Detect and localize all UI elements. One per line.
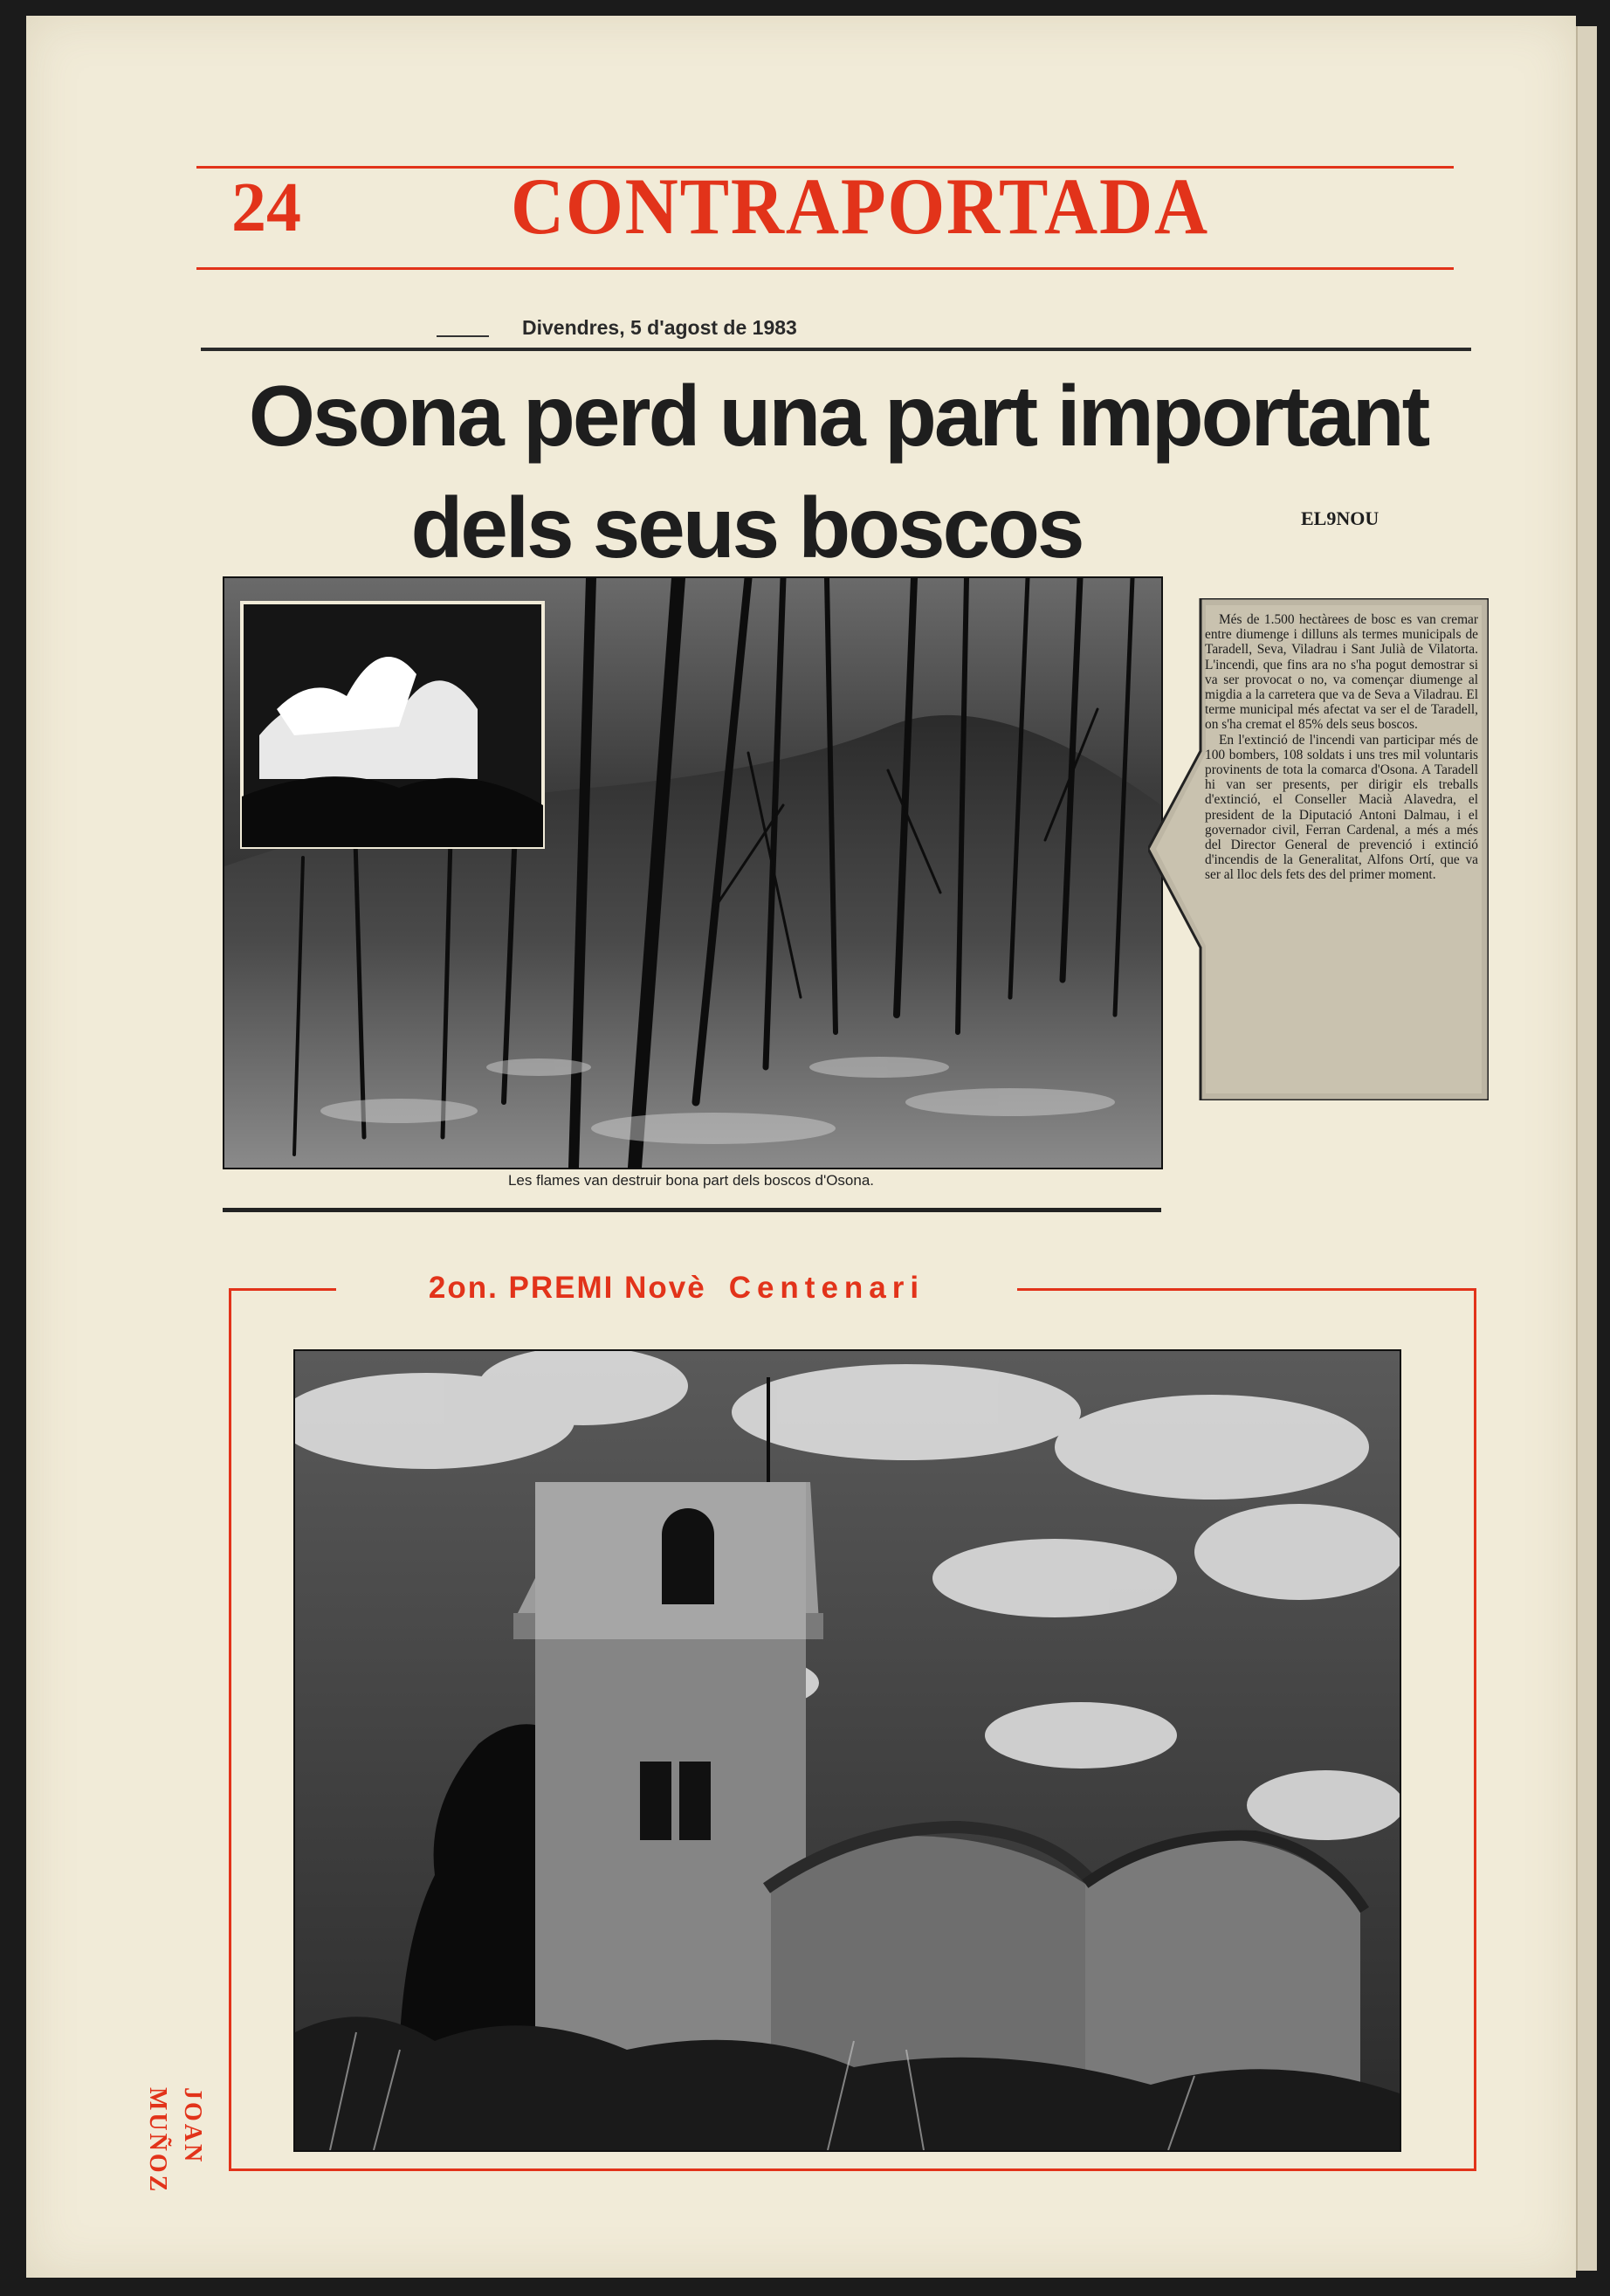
church-photo <box>293 1349 1401 2152</box>
burnt-forest-photo <box>223 576 1163 1169</box>
page-number: 24 <box>231 169 301 246</box>
article-bottom-rule <box>223 1208 1161 1212</box>
article-paragraph-1: Més de 1.500 hectàrees de bosc es van cremar entre diumenge i dilluns als termes municipals de Taradell, Seva, Viladrau i Sant Julià de Vilatorta. L'incendi, que fins ara no s'ha pogut demostrar si va ser provocat o no, va començar diumenge al migdia a la carretera que va de Seva a Viladrau. El terme municipal més afectat va ser el de Taradell, on s'ha cremat el 85% dels seus boscos. <box>1205 612 1478 733</box>
section-title: CONTRAPORTADA <box>511 162 1209 251</box>
masthead-bottom-rule <box>196 267 1454 270</box>
headline-line-2: dels seus boscos <box>410 479 1083 576</box>
el9nou-logo-text: EL9NOU <box>1301 507 1380 529</box>
photo-author: JOAN MUÑOZ <box>144 2087 206 2195</box>
prize-title-main: 2on. PREMI Novè <box>428 1271 706 1305</box>
prize-title-centenari: Centenari <box>728 1271 925 1305</box>
photo-caption: Les flames van destruir bona part dels boscos d'Osona. <box>507 1172 875 1189</box>
church-image <box>295 1351 1400 2150</box>
date-stub-rule <box>437 335 489 337</box>
headline-line-1: Osona perd una part important <box>248 368 1428 464</box>
el9nou-logo <box>1301 507 1441 530</box>
burnt-forest-image <box>224 578 1161 1168</box>
date-rule <box>201 348 1471 351</box>
prize-title <box>336 1266 1017 1310</box>
article-text-box <box>1148 598 1489 1100</box>
article-body <box>1205 612 1478 883</box>
issue-date: Divendres, 5 d'agost de 1983 <box>522 316 797 339</box>
article-paragraph-2: En l'extinció de l'incendi van participar més de 100 bombers, 108 soldats i uns tres mil voluntaris provinents de tota la comarca d'Osona. A Taradell hi van ser presents, per dirigir els treballs d'extinció, el Conseller Macià Alavedra, el president de la Diputació Antoni Dalmau, i el governador civil, Ferran Cardenal, a més a més del Director General de prevenció i extinció d'incendis de la Generalitat, Alfons Ortí, que va ser al lloc dels fets des del primer moment. <box>1205 732 1478 883</box>
page-edge <box>1576 26 1597 2271</box>
headline <box>201 360 1476 583</box>
